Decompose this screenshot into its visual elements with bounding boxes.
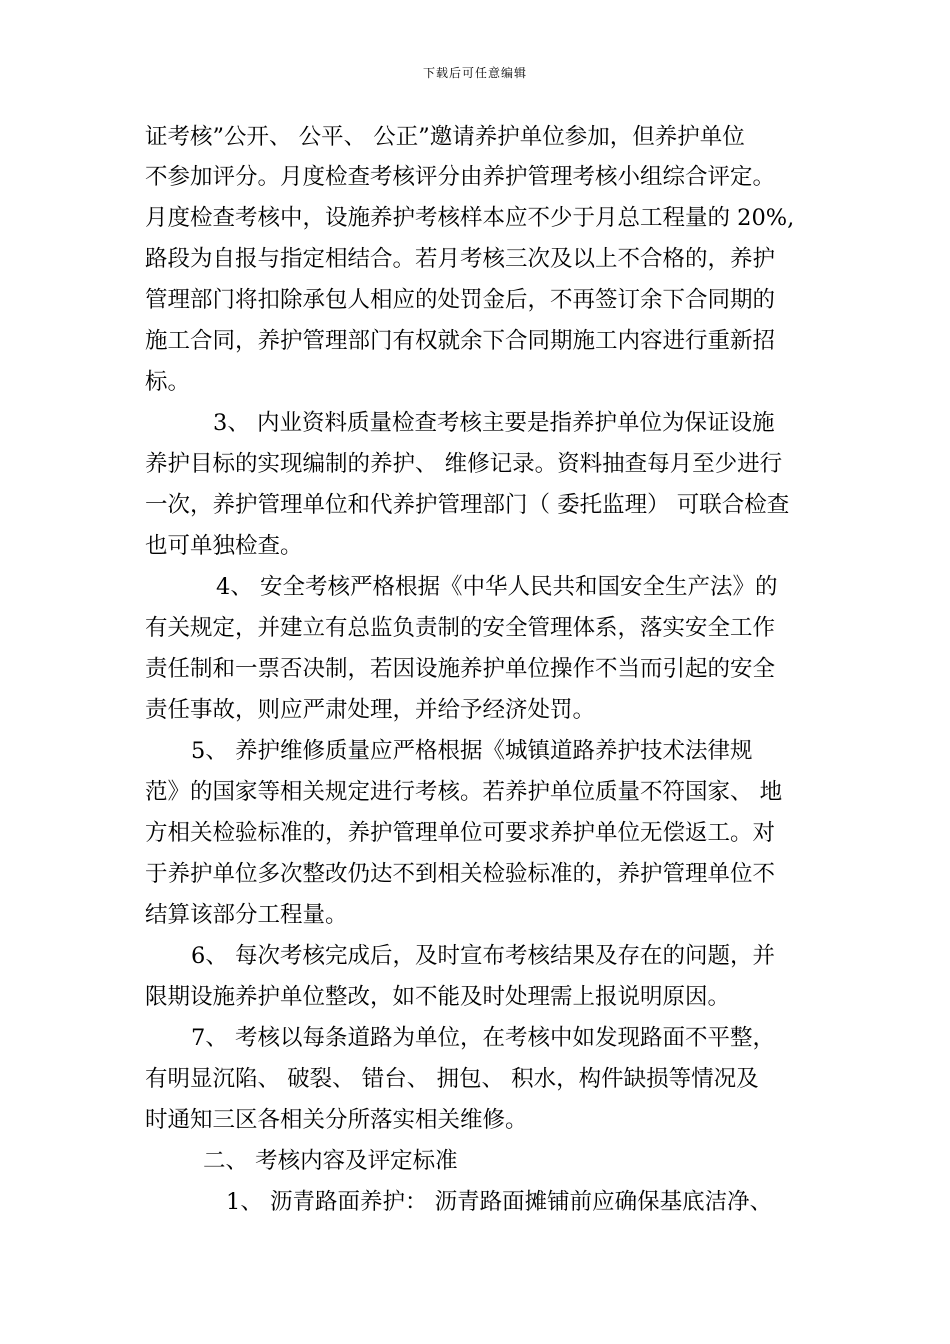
body-line: 方相关检验标准的，养护管理单位可要求养护单位无偿返工。对 bbox=[145, 820, 776, 846]
body-line: 时通知三区各相关分所落实相关维修。 bbox=[145, 1107, 528, 1133]
body-line: 月度检查考核中，设施养护考核样本应不少于月总工程量的 20%, bbox=[145, 205, 795, 231]
section-heading: 二、 考核内容及评定标准 bbox=[203, 1148, 458, 1174]
body-line: 7、 考核以每条道路为单位，在考核中如发现路面不平整， bbox=[191, 1025, 775, 1051]
body-line: 标。 bbox=[145, 369, 191, 395]
body-line: 管理部门将扣除承包人相应的处罚金后，不再签订余下合同期的 bbox=[145, 287, 776, 313]
body-line: 有明显沉陷、 破裂、 错台、 拥包、 积水，构件缺损等情况及 bbox=[145, 1066, 759, 1092]
body-line: 1、 沥青路面养护： 沥青路面摊铺前应确保基底洁净、 bbox=[226, 1189, 773, 1215]
body-line: 范》的国家等相关规定进行考核。若养护单位质量不符国家、 地 bbox=[145, 779, 783, 805]
body-line: 结算该部分工程量。 bbox=[145, 902, 348, 928]
body-line: 养护目标的实现编制的养护、 维修记录。资料抽查每月至少进行 bbox=[145, 451, 783, 477]
body-line: 不参加评分。月度检查考核评分由养护管理考核小组综合评定。 bbox=[145, 164, 776, 190]
body-line: 一次，养护管理单位和代养护管理部门（ 委托监理） 可联合检查 bbox=[145, 492, 790, 518]
body-line: 5、 养护维修质量应严格根据《城镇道路养护技术法律规 bbox=[191, 738, 753, 764]
body-line: 责任制和一票否决制，若因设施养护单位操作不当而引起的安全 bbox=[145, 656, 776, 682]
body-line: 也可单独检查。 bbox=[145, 533, 303, 559]
body-line: 施工合同，养护管理部门有权就余下合同期施工内容进行重新招 bbox=[145, 328, 776, 354]
body-line: 限期设施养护单位整改，如不能及时处理需上报说明原因。 bbox=[145, 984, 731, 1010]
body-line: 有关规定，并建立有总监负责制的安全管理体系，落实安全工作 bbox=[145, 615, 776, 641]
body-line: 责任事故，则应严肃处理，并给予经济处罚。 bbox=[145, 697, 596, 723]
body-line: 4、 安全考核严格根据《中华人民共和国安全生产法》的 bbox=[216, 574, 778, 600]
page-header: 下载后可任意编辑 bbox=[422, 66, 527, 80]
body-line: 3、 内业资料质量检查考核主要是指养护单位为保证设施 bbox=[213, 410, 775, 436]
body-line: 证考核”公开、 公平、 公正”邀请养护单位参加，但养护单位 bbox=[145, 124, 745, 150]
body-line: 6、 每次考核完成后，及时宣布考核结果及存在的问题，并 bbox=[191, 943, 775, 969]
body-line: 路段为自报与指定相结合。若月考核三次及以上不合格的，养护 bbox=[145, 246, 776, 272]
body-line: 于养护单位多次整改仍达不到相关检验标准的，养护管理单位不 bbox=[145, 861, 776, 887]
